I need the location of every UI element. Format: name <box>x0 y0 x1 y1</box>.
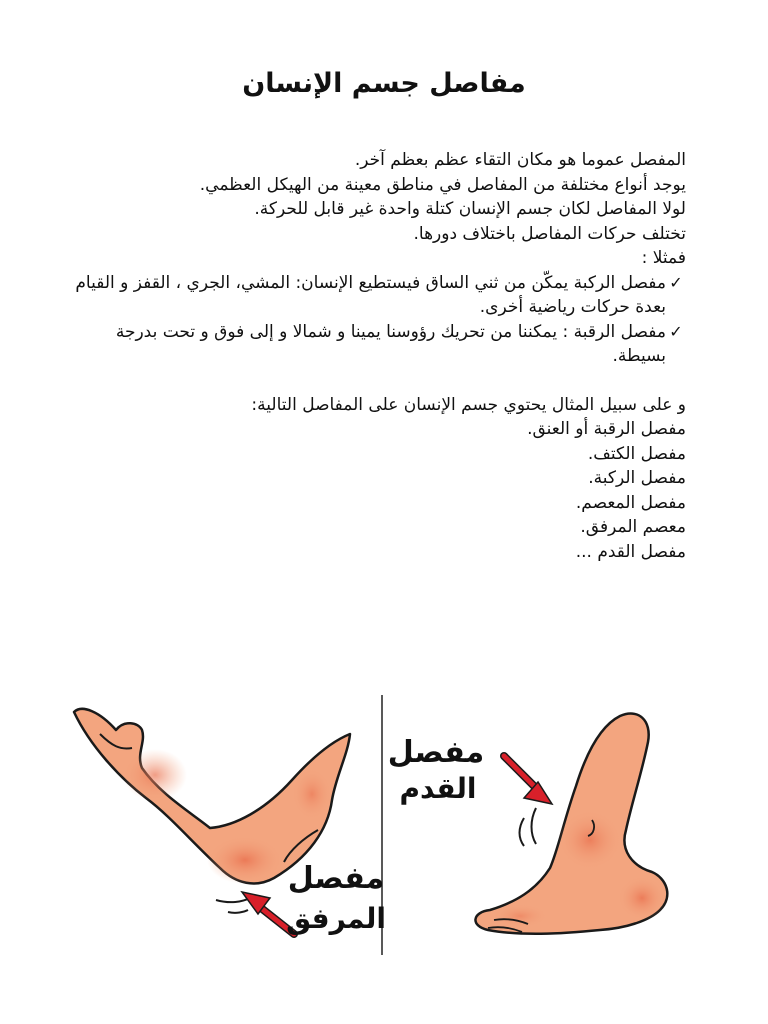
bullet-neck <box>66 320 686 369</box>
joint-item: مفصل القدم ... <box>575 541 686 562</box>
paragraph-types: يوجد أنواع مختلفة من المفاصل في مناطق معينة من الهيكل العظمي. <box>199 174 686 195</box>
bullet-knee <box>66 271 686 320</box>
foot-drawing <box>475 714 667 934</box>
joints-illustration <box>60 690 720 960</box>
paragraph-movements: تختلف حركات المفاصل باختلاف دورها. <box>413 223 686 244</box>
foot-arrow <box>504 756 552 804</box>
checkmark-icon: ✓ <box>669 321 683 341</box>
joint-item: مفصل الكتف. <box>587 443 686 464</box>
checkmark-icon: ✓ <box>669 272 683 292</box>
paragraph-definition: المفصل عموما هو مكان التقاء عظم بعظم آخر. <box>354 150 686 170</box>
body-text <box>66 148 686 564</box>
elbow-label-line1: مفصل <box>287 861 385 896</box>
joint-item: مفصل المعصم. <box>575 492 686 513</box>
foot-label-line1: مفصل <box>387 735 485 770</box>
page-title: مفاصل جسم الإنسان <box>242 68 526 99</box>
joints-intro: و على سبيل المثال يحتوي جسم الإنسان على المفاصل التالية: <box>251 394 686 415</box>
bullet-knee-text: مفصل الركبة يمكّن من ثني الساق فيستطيع الإنسان: المشي، الجري ، القفز و القيام بعدة حركات رياضية أخرى. <box>75 272 666 317</box>
joint-item: معصم المرفق. <box>580 517 686 537</box>
paragraph-importance: لولا المفاصل لكان جسم الإنسان كتلة واحدة غير قابل للحركة. <box>254 199 686 219</box>
bullet-neck-text: مفصل الرقبة : يمكننا من تحريك رؤوسنا يمينا و شمالا و إلى فوق و تحت بدرجة بسيطة. <box>115 321 666 366</box>
spacer <box>66 369 686 393</box>
joint-item: مفصل الرقبة أو العنق. <box>527 419 686 439</box>
paragraph-example: فمثلا : <box>641 248 686 268</box>
joint-item: مفصل الركبة. <box>588 468 686 488</box>
foot-label-line2: القدم <box>399 772 477 805</box>
elbow-label-line2: المرفق <box>286 902 386 935</box>
